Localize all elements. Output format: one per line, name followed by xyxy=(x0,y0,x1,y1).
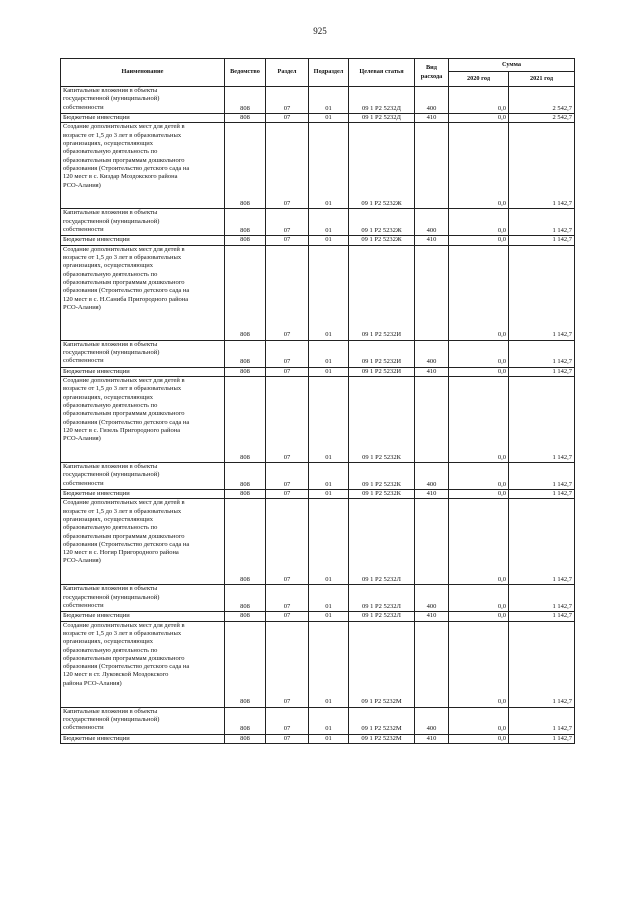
cell-subsection: 01 xyxy=(309,621,349,707)
cell-target: 09 1 P2 5232И xyxy=(349,245,415,340)
cell-exp-type: 410 xyxy=(415,114,449,123)
cell-name: Создание дополнительных мест для детей в возрасте от 1,5 до 3 лет в образовательных организациях, осуществляющих образовательную деятельность по образовательным программам дошкольного образования (Строительство детского сада на 120 мест в с. Киздар Моздокского района РСО-Алания) xyxy=(61,123,225,209)
cell-target: 09 1 P2 5232И xyxy=(349,367,415,376)
table-row xyxy=(61,462,575,489)
cell-target: 09 1 P2 5232Д xyxy=(349,87,415,114)
cell-target: 09 1 P2 5232Л xyxy=(349,612,415,621)
header-sum: Сумма xyxy=(449,59,575,72)
cell-dept: 808 xyxy=(225,340,266,367)
cell-target: 09 1 P2 5232Л xyxy=(349,585,415,612)
cell-dept: 808 xyxy=(225,621,266,707)
cell-exp-type: 400 xyxy=(415,707,449,734)
cell-section: 07 xyxy=(266,734,309,743)
cell-dept: 808 xyxy=(225,612,266,621)
cell-subsection: 01 xyxy=(309,376,349,462)
cell-dept: 808 xyxy=(225,87,266,114)
cell-2020: 0,0 xyxy=(449,340,509,367)
cell-exp-type xyxy=(415,376,449,462)
cell-dept: 808 xyxy=(225,245,266,340)
cell-2021: 1 142,7 xyxy=(509,376,575,462)
cell-2021: 1 142,7 xyxy=(509,123,575,209)
cell-2020: 0,0 xyxy=(449,209,509,236)
table-header xyxy=(61,59,575,87)
cell-exp-type: 400 xyxy=(415,87,449,114)
table-row xyxy=(61,87,575,114)
table-row xyxy=(61,209,575,236)
table-row xyxy=(61,499,575,585)
cell-2020: 0,0 xyxy=(449,489,509,498)
cell-exp-type: 410 xyxy=(415,489,449,498)
cell-dept: 808 xyxy=(225,489,266,498)
cell-name: Создание дополнительных мест для детей в возрасте от 1,5 до 3 лет в образовательных организациях, осуществляющих образовательную деятельность по образовательным программам дошкольного образования (Строительство детского сада на 120 мест в ст. Луковской Моздокского района РСО-Алания) xyxy=(61,621,225,707)
table-row xyxy=(61,734,575,743)
cell-target: 09 1 P2 5232М xyxy=(349,707,415,734)
cell-2020: 0,0 xyxy=(449,621,509,707)
cell-subsection: 01 xyxy=(309,236,349,245)
cell-name: Капитальные вложения в объекты государственной (муниципальной) собственности xyxy=(61,707,225,734)
cell-2020: 0,0 xyxy=(449,236,509,245)
cell-dept: 808 xyxy=(225,367,266,376)
cell-dept: 808 xyxy=(225,114,266,123)
cell-dept: 808 xyxy=(225,209,266,236)
cell-2020: 0,0 xyxy=(449,245,509,340)
cell-subsection: 01 xyxy=(309,462,349,489)
cell-target: 09 1 P2 5232Ж xyxy=(349,209,415,236)
cell-2021: 1 142,7 xyxy=(509,245,575,340)
cell-exp-type: 400 xyxy=(415,209,449,236)
cell-target: 09 1 P2 5232М xyxy=(349,621,415,707)
cell-name: Бюджетные инвестиции xyxy=(61,612,225,621)
cell-name: Бюджетные инвестиции xyxy=(61,734,225,743)
cell-2021: 1 142,7 xyxy=(509,499,575,585)
cell-subsection: 01 xyxy=(309,585,349,612)
cell-section: 07 xyxy=(266,340,309,367)
table-row xyxy=(61,707,575,734)
cell-subsection: 01 xyxy=(309,367,349,376)
cell-exp-type: 400 xyxy=(415,462,449,489)
cell-name: Бюджетные инвестиции xyxy=(61,114,225,123)
cell-subsection: 01 xyxy=(309,87,349,114)
table-row xyxy=(61,340,575,367)
cell-2020: 0,0 xyxy=(449,499,509,585)
cell-2020: 0,0 xyxy=(449,123,509,209)
header-section: Раздел xyxy=(266,59,309,87)
cell-name: Создание дополнительных мест для детей в возрасте от 1,5 до 3 лет в образовательных организациях, осуществляющих образовательную деятельность по образовательным программам дошкольного образования (Строительство детского сада на 120 мест в с. Гизель Пригородного района РСО-Алания) xyxy=(61,376,225,462)
cell-2020: 0,0 xyxy=(449,707,509,734)
header-subsection: Подраздел xyxy=(309,59,349,87)
cell-dept: 808 xyxy=(225,462,266,489)
cell-name: Создание дополнительных мест для детей в возрасте от 1,5 до 3 лет в образовательных организациях, осуществляющих образовательную деятельность по образовательным программам дошкольного образования (Строительство детского сада на 120 мест в с. Н.Саниба Пригородного района РСО-Алания) xyxy=(61,245,225,340)
cell-subsection: 01 xyxy=(309,340,349,367)
table-row xyxy=(61,376,575,462)
cell-name: Капитальные вложения в объекты государственной (муниципальной) собственности xyxy=(61,87,225,114)
cell-2021: 1 142,7 xyxy=(509,612,575,621)
cell-dept: 808 xyxy=(225,376,266,462)
cell-subsection: 01 xyxy=(309,209,349,236)
cell-exp-type: 410 xyxy=(415,612,449,621)
cell-exp-type: 410 xyxy=(415,367,449,376)
cell-2020: 0,0 xyxy=(449,367,509,376)
header-year-2020: 2020 год xyxy=(449,72,509,87)
cell-2020: 0,0 xyxy=(449,376,509,462)
cell-section: 07 xyxy=(266,621,309,707)
cell-section: 07 xyxy=(266,245,309,340)
cell-exp-type xyxy=(415,123,449,209)
cell-exp-type xyxy=(415,499,449,585)
cell-name: Бюджетные инвестиции xyxy=(61,367,225,376)
cell-subsection: 01 xyxy=(309,489,349,498)
table-row xyxy=(61,612,575,621)
cell-2020: 0,0 xyxy=(449,462,509,489)
cell-subsection: 01 xyxy=(309,499,349,585)
header-name: Наименование xyxy=(61,59,225,87)
cell-subsection: 01 xyxy=(309,123,349,209)
cell-target: 09 1 P2 5232К xyxy=(349,376,415,462)
table-row xyxy=(61,114,575,123)
table-body xyxy=(61,87,575,744)
cell-section: 07 xyxy=(266,376,309,462)
cell-dept: 808 xyxy=(225,734,266,743)
cell-section: 07 xyxy=(266,114,309,123)
cell-target: 09 1 P2 5232Ж xyxy=(349,123,415,209)
cell-2021: 1 142,7 xyxy=(509,734,575,743)
cell-2021: 1 142,7 xyxy=(509,209,575,236)
table-row xyxy=(61,585,575,612)
table-row xyxy=(61,621,575,707)
cell-dept: 808 xyxy=(225,585,266,612)
cell-target: 09 1 P2 5232М xyxy=(349,734,415,743)
cell-target: 09 1 P2 5232Л xyxy=(349,499,415,585)
cell-section: 07 xyxy=(266,209,309,236)
cell-subsection: 01 xyxy=(309,707,349,734)
budget-table xyxy=(60,58,575,744)
table-row xyxy=(61,489,575,498)
cell-target: 09 1 P2 5232К xyxy=(349,462,415,489)
cell-name: Капитальные вложения в объекты государственной (муниципальной) собственности xyxy=(61,340,225,367)
cell-section: 07 xyxy=(266,489,309,498)
cell-2020: 0,0 xyxy=(449,87,509,114)
cell-target: 09 1 P2 5232К xyxy=(349,489,415,498)
cell-2021: 1 142,7 xyxy=(509,462,575,489)
cell-2021: 1 142,7 xyxy=(509,236,575,245)
cell-name: Создание дополнительных мест для детей в возрасте от 1,5 до 3 лет в образовательных организациях, осуществляющих образовательную деятельность по образовательным программам дошкольного образования (Строительство детского сада на 120 мест в с. Ногир Пригородного района РСО-Алания) xyxy=(61,499,225,585)
cell-exp-type: 400 xyxy=(415,340,449,367)
cell-section: 07 xyxy=(266,87,309,114)
table-row xyxy=(61,367,575,376)
cell-exp-type xyxy=(415,621,449,707)
cell-name: Капитальные вложения в объекты государственной (муниципальной) собственности xyxy=(61,585,225,612)
cell-2020: 0,0 xyxy=(449,114,509,123)
cell-section: 07 xyxy=(266,707,309,734)
cell-section: 07 xyxy=(266,612,309,621)
cell-exp-type xyxy=(415,245,449,340)
page-number: 925 xyxy=(313,26,327,36)
cell-2020: 0,0 xyxy=(449,612,509,621)
cell-subsection: 01 xyxy=(309,734,349,743)
cell-dept: 808 xyxy=(225,499,266,585)
cell-name: Капитальные вложения в объекты государственной (муниципальной) собственности xyxy=(61,462,225,489)
cell-section: 07 xyxy=(266,462,309,489)
cell-dept: 808 xyxy=(225,707,266,734)
cell-name: Бюджетные инвестиции xyxy=(61,236,225,245)
cell-section: 07 xyxy=(266,499,309,585)
table-row xyxy=(61,245,575,340)
cell-dept: 808 xyxy=(225,123,266,209)
cell-name: Бюджетные инвестиции xyxy=(61,489,225,498)
cell-section: 07 xyxy=(266,585,309,612)
cell-subsection: 01 xyxy=(309,114,349,123)
cell-target: 09 1 P2 5232Ж xyxy=(349,236,415,245)
cell-2020: 0,0 xyxy=(449,734,509,743)
cell-2021: 2 542,7 xyxy=(509,114,575,123)
cell-section: 07 xyxy=(266,236,309,245)
table-row xyxy=(61,123,575,209)
cell-2021: 1 142,7 xyxy=(509,367,575,376)
cell-2021: 1 142,7 xyxy=(509,707,575,734)
table-row xyxy=(61,236,575,245)
cell-2021: 1 142,7 xyxy=(509,585,575,612)
cell-section: 07 xyxy=(266,367,309,376)
cell-exp-type: 410 xyxy=(415,734,449,743)
header-target: Целевая статья xyxy=(349,59,415,87)
cell-2021: 1 142,7 xyxy=(509,489,575,498)
header-dept: Ведомство xyxy=(225,59,266,87)
cell-subsection: 01 xyxy=(309,245,349,340)
cell-name: Капитальные вложения в объекты государственной (муниципальной) собственности xyxy=(61,209,225,236)
cell-exp-type: 410 xyxy=(415,236,449,245)
cell-exp-type: 400 xyxy=(415,585,449,612)
cell-section: 07 xyxy=(266,123,309,209)
cell-subsection: 01 xyxy=(309,612,349,621)
cell-2021: 2 542,7 xyxy=(509,87,575,114)
header-exp-type: Вид расхода xyxy=(415,59,449,87)
cell-target: 09 1 P2 5232И xyxy=(349,340,415,367)
cell-target: 09 1 P2 5232Д xyxy=(349,114,415,123)
cell-2020: 0,0 xyxy=(449,585,509,612)
header-year-2021: 2021 год xyxy=(509,72,575,87)
cell-2021: 1 142,7 xyxy=(509,340,575,367)
cell-dept: 808 xyxy=(225,236,266,245)
cell-2021: 1 142,7 xyxy=(509,621,575,707)
